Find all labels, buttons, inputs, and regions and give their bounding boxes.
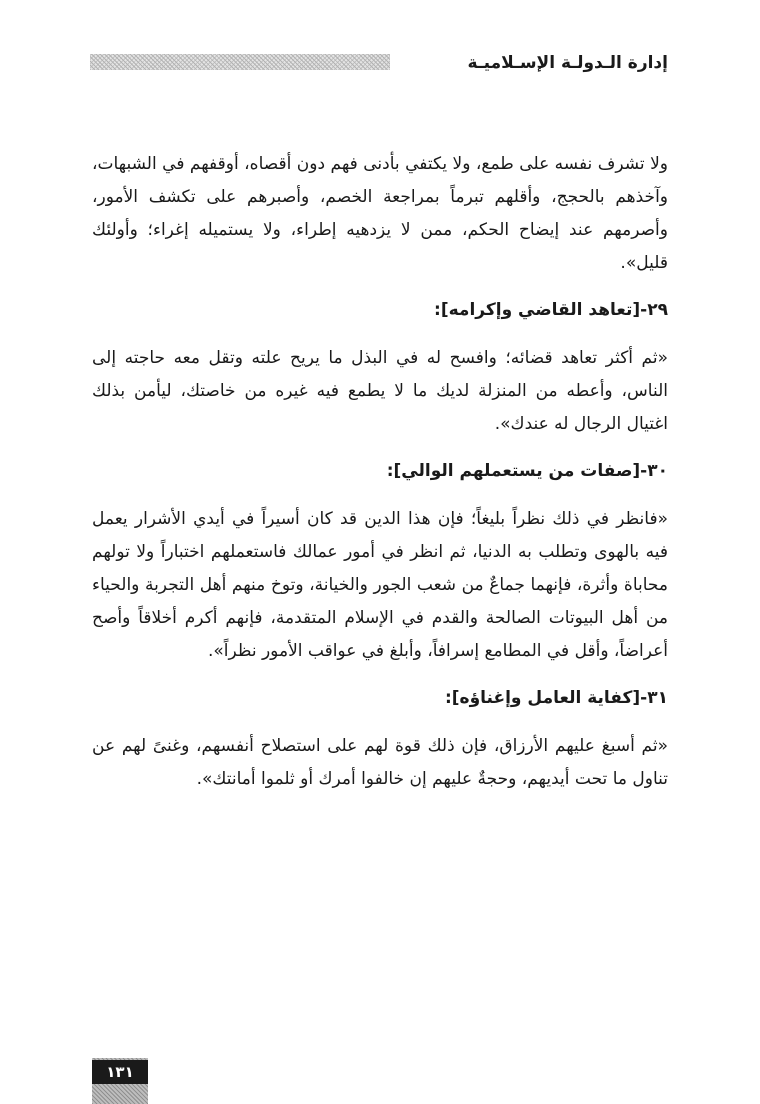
paragraph-judge-care: «ثم أكثر تعاهد قضائه؛ وافسح له في البذل ما يريح علته وتقل معه حاجته إلى الناس، وأعطه من المنزلة لديك ما لا يطمع فيه غيره من خاصتك، ليأمن بذلك اغتيال الرجال له عندك». — [92, 348, 668, 434]
running-header — [90, 52, 668, 74]
header-decorative-band — [90, 54, 390, 70]
section-heading-29: ٢٩-[تعاهد القاضي وإكرامه]: — [434, 300, 668, 320]
paragraph-judge-qualities: ولا تشرف نفسه على طمع، ولا يكتفي بأدنى فهم دون أقصاه، أوقفهم في الشبهات، وآخذهم بالحجج، وأقلهم تبرماً بمراجعة الخصم، وأصبرهم على تكشف الأمور، وأصرمهم عند إيضاح الحكم، ممن لا يزدهيه إطراء، ولا يستميله إغراء؛ وأولئك قليل». — [92, 154, 668, 273]
paragraph-officials-sufficiency: «ثم أسبغ عليهم الأرزاق، فإن ذلك قوة لهم على استصلاح أنفسهم، وغنىً لهم عن تناول ما تحت أيديهم، وحجةٌ عليهم إن خالفوا أمرك أو ثلموا أمانتك». — [92, 736, 668, 789]
section-heading-30: ٣٠-[صفات من يستعملهم الوالي]: — [386, 461, 668, 481]
paragraph-officials-qualities: «فانظر في ذلك نظراً بليغاً؛ فإن هذا الدين قد كان أسيراً في أيدي الأشرار يعمل فيه بالهوى وتطلب به الدنيا، ثم انظر في أمور عمالك فاستعملهم اختباراً ولا تولهم محاباة وأثرة، فإنهما جماعٌ من شعب الجور والخيانة، وتوخ منهم أهل التجربة والحياء من أهل البيوتات الصالحة والقدم في الإسلام المتقدمة، فإنهم أكرم أخلاقاً وأصح أعراضاً، وأقل في المطامع إسرافاً، وأبلغ في عواقب الأمور نظراً». — [92, 509, 668, 661]
section-heading-31: ٣١-[كفاية العامل وإغناؤه]: — [444, 688, 668, 708]
page-number: ١٣١ — [92, 1060, 148, 1084]
running-header-title: إدارة الـدولـة الإسـلاميـة — [467, 53, 668, 73]
page-body — [92, 148, 668, 796]
